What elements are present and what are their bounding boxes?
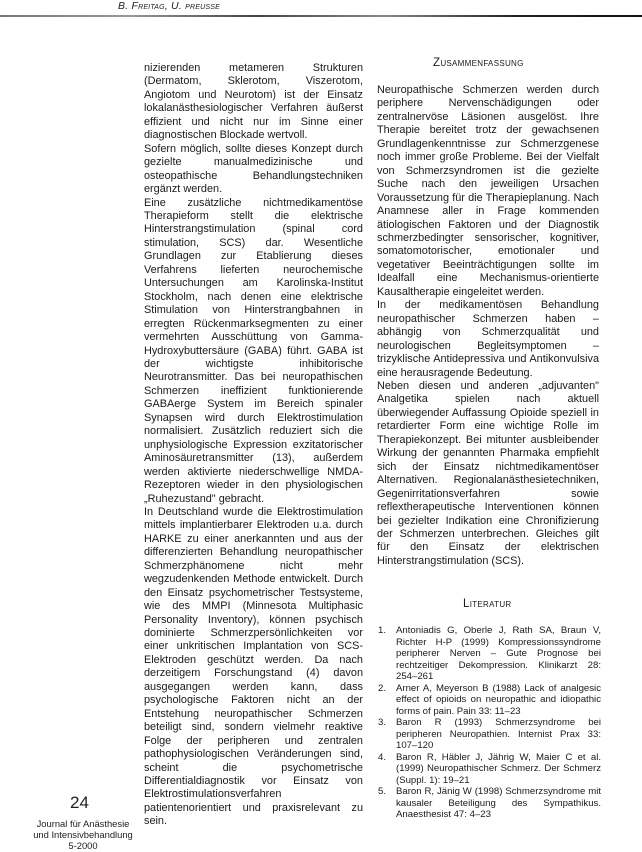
journal-issue: 5-2000	[68, 840, 98, 851]
journal-imprint	[28, 818, 138, 851]
reference-item: 1. Antoniadis G, Oberle J, Rath SA, Braun V, Richter H-P (1999) Kompressionssyndrome peripherer Nerven – Gute Prognose bei rechtzeitiger Dekompression. Klinikarzt 28: 254–261	[378, 625, 601, 682]
body-paragraph: Eine zusätzliche nichtmedikamentöse Therapieform stellt die elektrische Hinterstrangstimulation (spinal cord stimulation, SCS) dar. Wesentliche Grundlagen zur Etablierung dieses Verfahrens lieferten neurochemische Untersuchungen am Karolinska-Institut Stockholm, nach denen eine elektrische Stimulation von Hinterstrangbahnen in erregten Rückenmarksegmenten zu einer vermehrten Ausschüttung von Gamma-Hydroxybuttersäure (GABA) führt. GABA ist der wichtigste inhibitorische Neurotransmitter. Das bei neuropathischen Schmerzen ineffizient funktionierende GABAerge System im Bereich spinaler Synapsen wird durch Elektrostimulation normalisiert. Zusätzlich reduziert sich die unphysiologische Expression exzitatorischer Aminosäuretransmitter (13), außerdem werden aktivierte niederschwellige NMDA-Rezeptoren wieder in den physiologischen „Ruhezustand" gebracht.	[144, 196, 363, 505]
references-heading: Literatur	[463, 598, 512, 610]
header-rule	[0, 15, 642, 17]
reference-list	[378, 625, 601, 821]
author-first: B. Freitag	[118, 0, 165, 12]
running-head-authors	[118, 0, 220, 12]
journal-name-line2: und Intensivbehandlung	[33, 829, 133, 840]
reference-item: 5. Baron R, Jänig W (1998) Schmerzsyndrome mit kausaler Beteiligung des Sympathikus. Anaesthesist 47: 4–23	[378, 786, 601, 820]
summary-paragraph: In der medikamentösen Behandlung neuropathischer Schmerzen haben – abhängig von Schmerzqualität und neurologischen Begleitsymptomen – trizyklische Antidepressiva und Antikonvulsiva eine herausragende Bedeutung.	[377, 299, 599, 379]
reference-item: 2. Arner A, Meyerson B (1988) Lack of analgesic effect of opioids on neuropathic and idiopathic forms of pain. Pain 33: 11–23	[378, 682, 601, 717]
body-paragraph: nizierenden metameren Strukturen (Dermatom, Sklerotom, Viszerotom, Angiotom und Neurotom) ist der Einsatz lokalanästhesiologischer Verfahren äußerst effizient und nicht nur im Sinne einer diagnostischen Blockade wertvoll.	[144, 62, 363, 142]
body-paragraph: In Deutschland wurde die Elektrostimulation mittels implantierbarer Elektroden u.a. durch HARKE zu einer anerkannten und aus der differenzierten Behandlung neuropathischer Schmerzphänomene nicht mehr wegzudenkenden Methode entwickelt. Durch den Einsatz psychometrischer Testsysteme, wie des MMPI (Minnesota Multiphasic Personality Inventory), können psychisch dominierte Schmerzpersönlichkeiten vor einer unkritischen Implantation von SCS-Elektroden geschützt werden. Da nach derzeitigem Forschungstand (4) davon ausgegangen werden kann, dass psychologische Faktoren nicht an der Entstehung neuropathischer Schmerzen beteiligt sind, sondern vielmehr reaktive Folge der peripheren und zentralen pathophysiologischen Veränderungen sind, scheint die psychometrische Differentialdiagnostik vor Einsatz von Elektrostimulationsverfahren patientenorientiert und praxisrelevant zu sein.	[144, 505, 363, 828]
summary-heading: Zusammenfassung	[433, 57, 524, 69]
reference-item: 3. Baron R (1993) Schmerzsyndrome bei peripheren Neuropathien. Internist Prax 33: 107–120	[378, 717, 601, 751]
summary-body	[377, 84, 599, 568]
summary-paragraph: Neuropathische Schmerzen werden durch periphere Nervenschädigungen oder zentralnervöse Läsionen ausgelöst. Ihre Therapie bereitet trotz der gewachsenen Grundlagenkenntnisse zur Schmerzgenese noch immer große Probleme. Bei der Vielfalt von Schmerzsyndromen ist die gezielte Suche nach den jeweiligen Ursachen Voraussetzung für die Therapieplanung. Nach Anamnese aller in Frage kommenden ätiologischen Faktoren und der Diagnostik schmerzbedingter sensorischer, kognitiver, somatomotorischer, emotionaler und vegetativer Beeinträchtigungen sollte im Idealfall eine Mechanismus-orientierte Kausaltherapie eingeleitet werden.	[377, 84, 599, 298]
reference-item: 4. Baron R, Häbler J, Jährig W, Maier C et al. (1999) Neuropathischer Schmerz. Der Schmerz (Suppl. 1): 19–21	[378, 751, 601, 786]
left-column-body	[144, 62, 363, 829]
page-number: 24	[70, 793, 89, 812]
author-separator: , U.	[164, 0, 186, 12]
body-paragraph: Sofern möglich, sollte dieses Konzept durch gezielte manualmedizinische und osteopathische Behandlungstechniken ergänzt werden.	[144, 142, 363, 196]
summary-paragraph: Neben diesen und anderen „adjuvanten" Analgetika spielen nach aktuell überwiegender Auffassung Opioide speziell in retardierter Form eine wichtige Rolle im Therapiekonzept. Bei mitunter ausbleibender Wirkung der genannten Pharmaka empfiehlt sich der Einsatz nichtmedikamentöser Alternativen. Regionalanästhesietechniken, Gegenirritationsverfahren sowie reflextherapeutische Interventionen können bei gezielter Indikation eine Chronifizierung der Schmerzen unterbrechen. Gleiches gilt für den Einsatz der elektrischen Hinterstrangstimulation (SCS).	[377, 379, 599, 567]
author-second: preusse	[185, 0, 220, 12]
journal-name-line1: Journal für Anästhesie	[36, 818, 130, 829]
